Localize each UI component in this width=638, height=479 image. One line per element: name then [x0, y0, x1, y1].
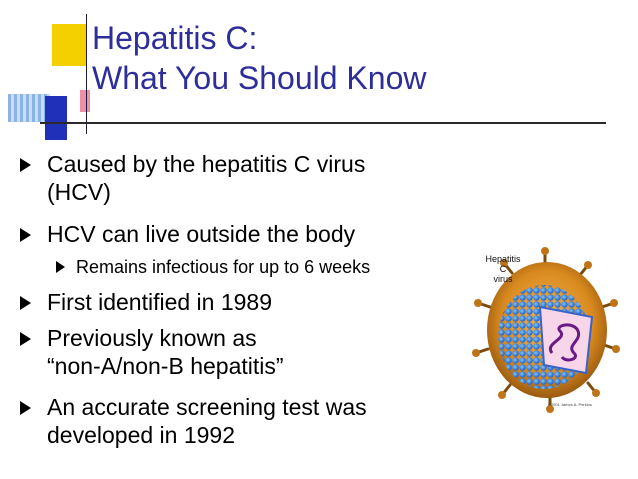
virus-label-line-2: virus — [493, 274, 513, 284]
title-line-1: Hepatitis C: — [92, 20, 258, 56]
bullet-2 — [47, 220, 355, 248]
bullet-1-line-1: Caused by the hepatitis C virus — [47, 151, 366, 177]
sub-bullet-marker-icon — [56, 261, 65, 273]
bullet-4-line-2: “non-A/non-B hepatitis” — [47, 353, 284, 379]
bullet-3-text: First identified in 1989 — [47, 289, 273, 315]
sub-bullet-1-text: Remains infectious for up to 6 weeks — [76, 257, 371, 277]
decor-vertical-line — [86, 14, 87, 134]
bullet-4 — [47, 324, 284, 380]
bullet-marker-icon — [20, 296, 31, 310]
bullet-3 — [47, 288, 272, 316]
slide-title — [92, 18, 426, 98]
bullet-1 — [47, 150, 365, 206]
decor-yellow-square — [52, 24, 86, 66]
bullet-5-line-2: developed in 1992 — [47, 422, 235, 448]
virus-label-line-1: Hepatitis C — [485, 254, 521, 274]
title-line-2: What You Should Know — [92, 60, 427, 96]
bullet-1-line-2: (HCV) — [47, 179, 111, 205]
image-credit: ©2001 James A. Perkins — [548, 402, 592, 407]
title-underline — [40, 122, 606, 124]
bullet-4-line-1: Previously known as — [47, 325, 257, 351]
decor-pink-square — [80, 90, 90, 112]
bullet-marker-icon — [20, 332, 31, 346]
virus-label — [483, 254, 523, 284]
bullet-marker-icon — [20, 158, 31, 172]
bullet-2-text: HCV can live outside the body — [47, 221, 356, 247]
bullet-5 — [47, 393, 367, 449]
bullet-marker-icon — [20, 228, 31, 242]
bullet-marker-icon — [20, 401, 31, 415]
decor-blue-square — [45, 96, 67, 140]
bullet-5-line-1: An accurate screening test was — [47, 394, 367, 420]
decor-lightblue-square — [8, 94, 50, 122]
sub-bullet-1 — [76, 256, 370, 278]
